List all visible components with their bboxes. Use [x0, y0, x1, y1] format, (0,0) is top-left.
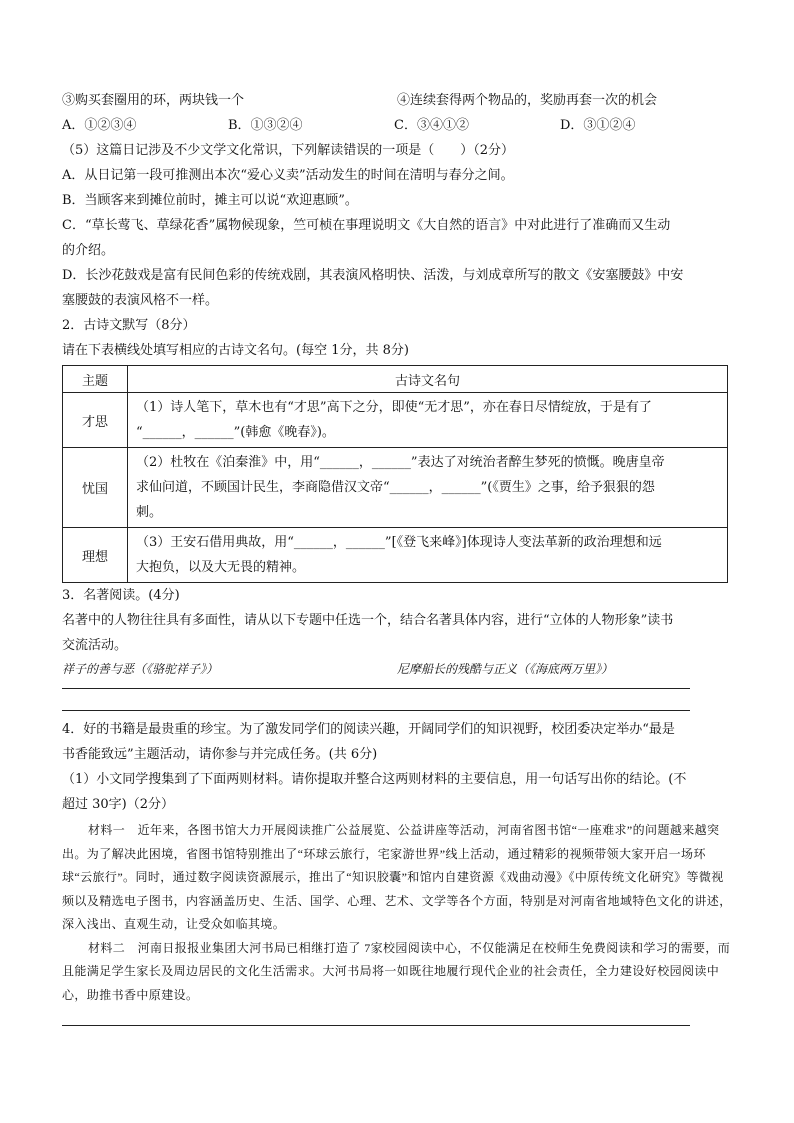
row-line: （3）王安石借用典故，用“______，______”[《登飞来峰》]体现诗人变法革新的政治理想和远: [136, 535, 662, 550]
poem-table-header: [63, 366, 728, 393]
exam-page: [62, 88, 732, 1026]
q1-item-4: ④连续套得两个物品的，奖励再套一次的机会: [397, 93, 658, 108]
header-topic: 主题: [63, 366, 128, 393]
q3-line2: 交流活动。: [62, 638, 128, 653]
row-line: 大抱负，以及大无畏的精神。: [136, 560, 306, 575]
q3-topic-2[interactable]: 尼摩船长的残酷与正义（《海底两万里》）: [397, 662, 614, 676]
q1-items-row: [62, 88, 732, 113]
q1-item-3: ③购买套圈用的环，两块钱一个: [62, 93, 245, 108]
q5-option-c[interactable]: C．“草长莺飞、草绿花香”属物候现象，竺可桢在事理说明文《大自然的语言》中对此进行了准确而又生动: [62, 218, 671, 233]
q4-sub1-line2: 超过 30字)（2分）: [62, 797, 175, 812]
row-topic: 忧国: [63, 448, 128, 528]
table-row: [63, 448, 728, 528]
answer-line[interactable]: [62, 1025, 690, 1026]
q5-option-b[interactable]: B．当顾客来到摊位前时，摊主可以说“欢迎惠顾”。: [62, 193, 358, 208]
option-c[interactable]: C．③④①②: [394, 118, 469, 133]
option-a[interactable]: A．①②③④: [62, 118, 137, 133]
answer-line[interactable]: [62, 688, 690, 689]
poem-table: [62, 365, 728, 583]
q3-topic-1[interactable]: 祥子的善与恶（《骆驼祥子》）: [62, 662, 219, 676]
q5-option-c-cont: 的介绍。: [62, 243, 115, 258]
q2-title: 2．古诗文默写（8分）: [62, 318, 196, 333]
row-line: 求仙问道，不顾国计民生，李商隐借汉文帝“______，______”(《贾生》之事，给予狠狠的怨: [136, 480, 655, 495]
option-d[interactable]: D．③①②④: [560, 118, 636, 133]
q5-option-d-cont: 塞腰鼓的表演风格不一样。: [62, 293, 219, 308]
option-b[interactable]: B．①③②④: [228, 118, 303, 133]
row-line: “______，______”(韩愈《晚春》)。: [136, 425, 335, 440]
q4-line2: 书香能致远”主题活动，请你参与并完成任务。(共 6分): [62, 747, 378, 762]
q3-title: 3．名著阅读。(4分): [62, 588, 180, 603]
row-topic: 才思: [63, 393, 128, 448]
q4-line1: 4．好的书籍是最贵重的珍宝。为了激发同学们的阅读兴趣，开阔同学们的知识视野，校团委决定举办“最是: [62, 722, 675, 737]
q5-option-a[interactable]: A．从日记第一段可推测出本次“爱心义卖”活动发生的时间在清明与春分之间。: [62, 168, 514, 183]
q2-intro: 请在下表横线处填写相应的古诗文名句。(每空 1分，共 8分): [62, 343, 409, 358]
row-topic: 理想: [63, 528, 128, 583]
table-row: [63, 393, 728, 448]
q1-options-row: [62, 113, 732, 138]
q3-topics-row: [62, 658, 732, 680]
table-row: [63, 528, 728, 583]
row-line: 刺。: [136, 505, 163, 520]
row-content[interactable]: [128, 393, 728, 448]
row-content[interactable]: [128, 528, 728, 583]
q4-sub1-line1: （1）小文同学搜集到了下面两则材料。请你提取并整合这两则材料的主要信息，用一句话写出你的结论。(不: [62, 772, 687, 787]
material-2: 材料二 河南日报报业集团大河书局已相继打造了 7家校园阅读中心，不仅能满足在校师生免费阅读和学习的需要，而且能满足学生家长及周边居民的文化生活需求。大河书局将一如既往地履行现代企业的社会责任，全力建设好校园阅读中心，助推书香中原建设。: [62, 940, 731, 1002]
row-line: （1）诗人笔下，草木也有“才思”高下之分，即使“无才思”，亦在春日尽情绽放，于是有了: [136, 400, 652, 415]
q5-option-d[interactable]: D．长沙花鼓戏是富有民间色彩的传统戏剧，其表演风格明快、活泼，与刘成章所写的散文《安塞腰鼓》中安: [62, 268, 684, 283]
row-content[interactable]: [128, 448, 728, 528]
material-1: 材料一 近年来，各图书馆大力开展阅读推广公益展览、公益讲座等活动，河南省图书馆“一座难求”的问题越来越突出。为了解决此困境，省图书馆特别推出了“环球云旅行，宅家游世界”线上活动，通过精彩的视频带领大家开启一场环球“云旅行”。同时，通过数字阅读资源展示，推出了“知识胶囊”和馆内自建资源《戏曲动漫》《中原传统文化研究》等微视频以及精选电子图书，内容涵盖历史、生活、国学、心理、艺术、文学等各个方面，特别是对河南省地域特色文化的讲述，深入浅出、直观生动，让受众如临其境。: [62, 823, 732, 931]
answer-line[interactable]: [62, 710, 690, 711]
q3-line1: 名著中的人物往往具有多面性，请从以下专题中任选一个，结合名著具体内容，进行“立体的人物形象”读书: [62, 613, 674, 628]
header-content: 古诗文名句: [128, 366, 728, 393]
q5-stem: （5）这篇日记涉及不少文学文化常识，下列解读错误的一项是（ ）（2分）: [62, 143, 515, 158]
row-line: （2）杜牧在《泊秦淮》中，用“______，______”表达了对统治者醉生梦死的愤慨。晚唐皇帝: [136, 455, 665, 470]
